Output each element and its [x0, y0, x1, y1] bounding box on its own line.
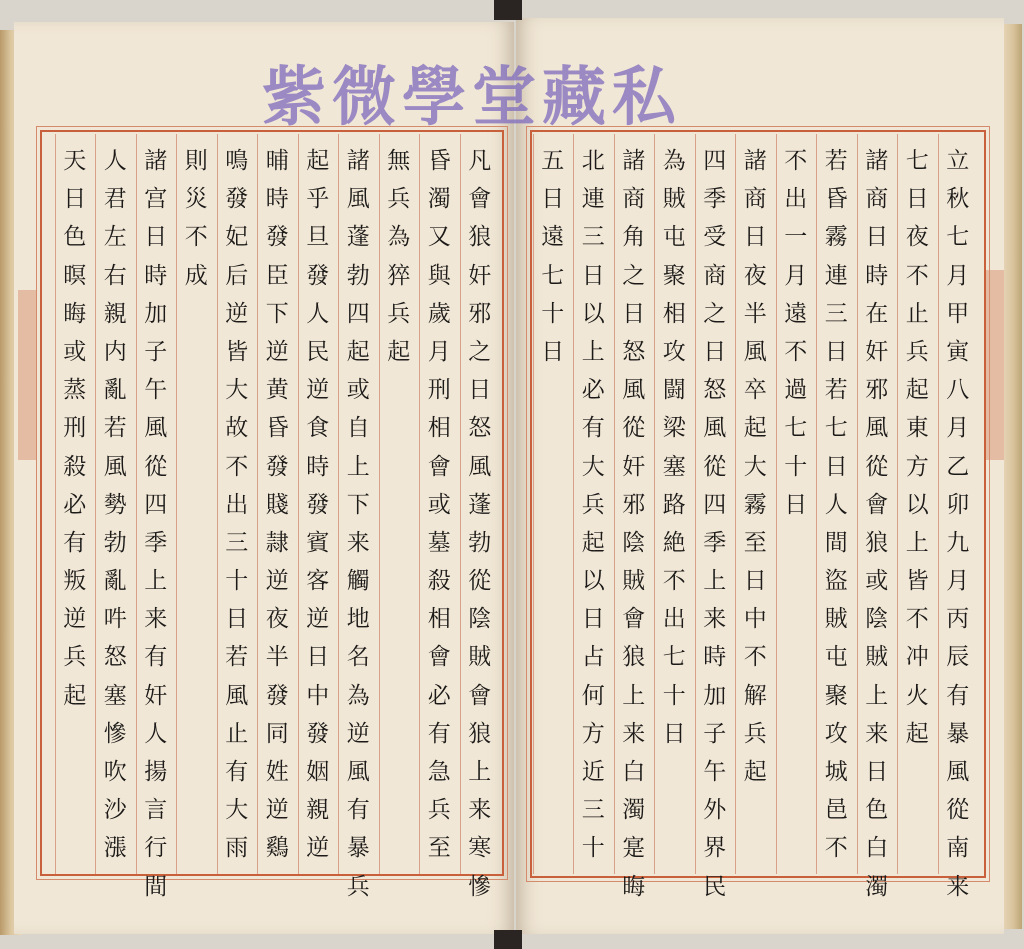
text-column: 北 連 三 日 以 上 必 有 大 兵 起 以 日 占 何 方 近 三 十	[581, 148, 605, 862]
text-column: 不 出 一 月 遠 不 過 七 十 日	[784, 148, 808, 518]
seal-text: 紫微學堂藏私	[262, 60, 682, 135]
text-column: 七 日 夜 不 止 兵 起 東 方 以 上 皆 不 冲 火 起	[905, 148, 929, 747]
text-column: 五 日 遠 七 十 日	[541, 148, 565, 365]
text-column: 無 兵 為 猝 兵 起	[387, 148, 411, 365]
text-column: 凡 會 狼 奸 邪 之 日 怒 風 蓬 勃 從 陰 賊 會 狼 上 来 寒 慘	[468, 148, 492, 900]
text-column: 諸 商 日 時 在 奸 邪 風 從 會 狼 或 陰 賊 上 来 日 色 白 濁	[865, 148, 889, 900]
text-column: 若 昏 霧 連 三 日 若 七 日 人 間 盜 賊 屯 聚 攻 城 邑 不	[824, 148, 848, 862]
text-column: 四 季 受 商 之 日 怒 風 從 四 季 上 来 時 加 子 午 外 界 民	[703, 148, 727, 900]
text-column: 昏 濁 又 與 歲 月 刑 相 會 或 墓 殺 相 會 必 有 急 兵 至	[427, 148, 451, 862]
text-column: 晡 時 發 臣 下 逆 黄 昏 發 賤 隷 逆 夜 半 發 同 姓 逆 鷄	[265, 148, 289, 862]
left-edge-stamp	[18, 290, 36, 460]
text-column: 立 秋 七 月 甲 寅 八 月 乙 卯 九 月 丙 辰 有 暴 風 從 南 来	[946, 148, 970, 900]
spine-bottom	[494, 930, 522, 949]
right-edge-stamp	[986, 270, 1004, 460]
text-column: 諸 商 日 夜 半 風 卒 起 大 霧 至 日 中 不 解 兵 起	[743, 148, 767, 785]
text-column: 則 災 不 成	[184, 148, 208, 289]
text-column: 起 乎 旦 發 人 民 逆 食 時 發 賓 客 逆 日 中 發 姻 親 逆	[306, 148, 330, 862]
spine-top	[494, 0, 522, 20]
text-column: 諸 風 蓬 勃 四 起 或 自 上 下 来 觸 地 名 為 逆 風 有 暴 兵	[346, 148, 370, 900]
text-column: 諸 宫 日 時 加 子 午 風 從 四 季 上 来 有 奸 人 揚 言 行 間	[144, 148, 168, 900]
text-column: 諸 商 角 之 日 怒 風 從 奸 邪 陰 賊 會 狼 上 来 白 濁 寔 晦	[622, 148, 646, 900]
collector-seal	[262, 42, 772, 142]
text-column: 人 君 左 右 親 内 亂 若 風 勢 勃 亂 吽 怒 塞 慘 吹 沙 漲	[103, 148, 127, 862]
text-column: 天 日 色 暝 晦 或 蒸 刑 殺 必 有 叛 逆 兵 起	[63, 148, 87, 709]
text-column: 鳴 發 妃 后 逆 皆 大 故 不 出 三 十 日 若 風 止 有 大 雨	[225, 148, 249, 862]
text-column: 為 賊 屯 聚 相 攻 闘 梁 塞 路 絶 不 出 七 十 日	[662, 148, 686, 747]
